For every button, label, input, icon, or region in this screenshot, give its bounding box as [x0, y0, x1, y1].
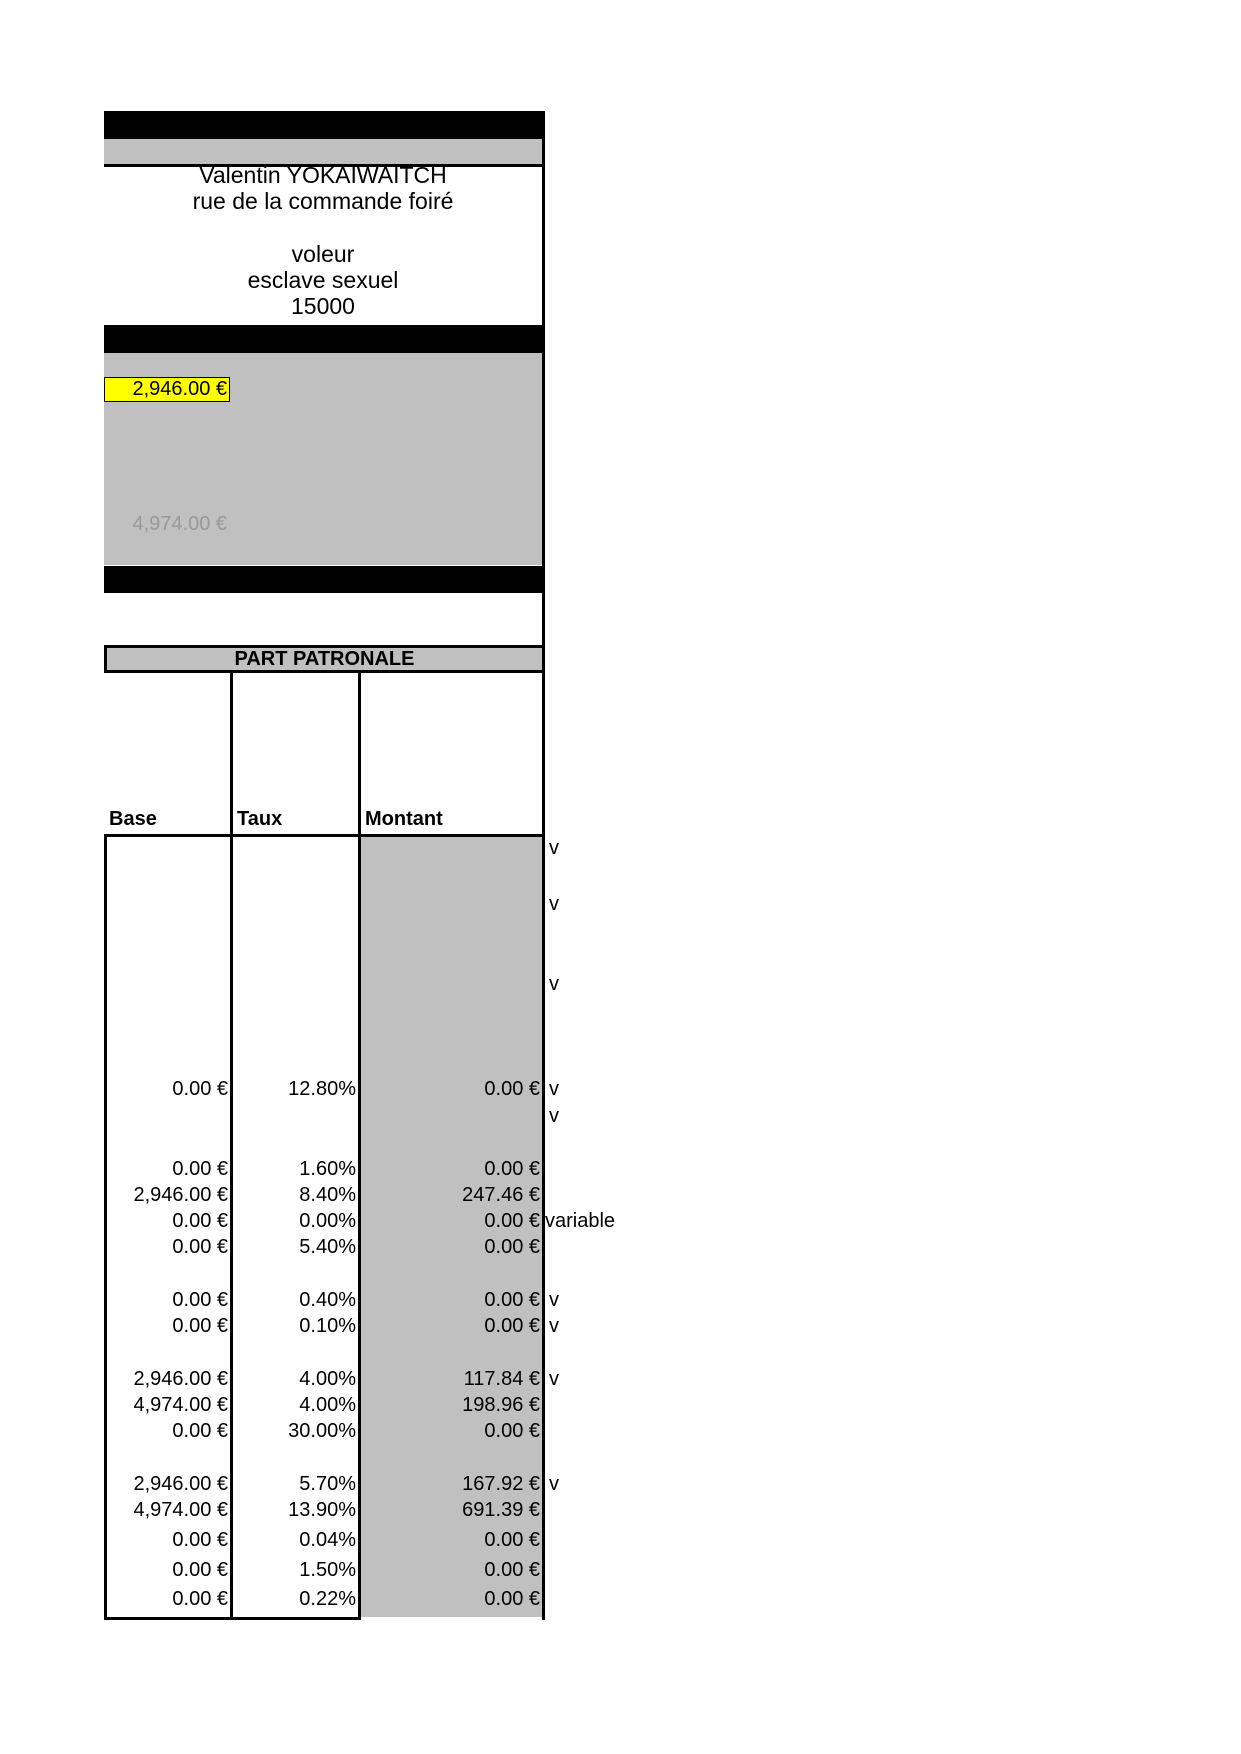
- montant-cell: 0.00 €: [484, 1315, 540, 1337]
- montant-cell: 247.46 €: [462, 1184, 540, 1206]
- base-cell: 0.00 €: [172, 1420, 228, 1442]
- section-title: PART PATRONALE: [234, 648, 415, 670]
- col-header-border-left: [230, 673, 233, 837]
- montant-cell: 0.00 €: [484, 1289, 540, 1311]
- montant-cell: 167.92 €: [462, 1473, 540, 1495]
- base-cell: 4,974.00 €: [133, 1394, 228, 1416]
- base-cell: 0.00 €: [172, 1588, 228, 1610]
- marker-note: v: [549, 973, 559, 995]
- col-header-border-right: [542, 673, 545, 837]
- note-cell: variable: [545, 1210, 616, 1232]
- note-cell: v: [549, 1078, 559, 1100]
- taux-cell: 0.00%: [299, 1210, 356, 1232]
- note-cell: v: [549, 1368, 559, 1390]
- montant-cell: 0.00 €: [484, 1529, 540, 1551]
- montant-cell: 0.00 €: [484, 1559, 540, 1581]
- black-band-3: [104, 566, 545, 593]
- base-cell: 0.00 €: [172, 1315, 228, 1337]
- taux-cell: 4.00%: [299, 1394, 356, 1416]
- base-cell: 2,946.00 €: [133, 1184, 228, 1206]
- base-cell: 2,946.00 €: [133, 1473, 228, 1495]
- black-band-2: [104, 325, 545, 353]
- base-cell: 0.00 €: [172, 1158, 228, 1180]
- base-cell: 0.00 €: [172, 1559, 228, 1581]
- marker-note: v: [549, 893, 559, 915]
- note-cell: v: [549, 1315, 559, 1337]
- montant-cell: 0.00 €: [484, 1210, 540, 1232]
- taux-cell: 13.90%: [288, 1499, 356, 1521]
- taux-cell: 1.60%: [299, 1158, 356, 1180]
- base-cell: 0.00 €: [172, 1289, 228, 1311]
- table-bottom-border: [104, 1617, 361, 1620]
- montant-cell: 691.39 €: [462, 1499, 540, 1521]
- salary-highlight-value: 2,946.00 €: [132, 378, 227, 400]
- taux-cell: 8.40%: [299, 1184, 356, 1206]
- taux-cell: 12.80%: [288, 1078, 356, 1100]
- col-header-montant: Montant: [365, 808, 443, 830]
- col-header-taux: Taux: [237, 808, 283, 830]
- montant-cell: 0.00 €: [484, 1420, 540, 1442]
- taux-cell: 1.50%: [299, 1559, 356, 1581]
- taux-cell: 0.10%: [299, 1315, 356, 1337]
- top-black-band: [104, 111, 545, 139]
- col-header-base: Base: [109, 808, 157, 830]
- base-cell: 0.00 €: [172, 1529, 228, 1551]
- base-cell: 0.00 €: [172, 1210, 228, 1232]
- base-cell: 0.00 €: [172, 1078, 228, 1100]
- employee-name: Valentin YOKAIWAITCH: [199, 162, 447, 188]
- taux-cell: 0.04%: [299, 1529, 356, 1551]
- taux-cell: 4.00%: [299, 1368, 356, 1390]
- employee-code: 15000: [291, 293, 355, 319]
- taux-cell: 5.70%: [299, 1473, 356, 1495]
- montant-cell: 0.00 €: [484, 1078, 540, 1100]
- note-cell: v: [549, 1289, 559, 1311]
- note-cell: v: [549, 1473, 559, 1495]
- ceiling-faded-value: 4,974.00 €: [132, 513, 227, 535]
- employee-job: voleur: [291, 241, 355, 267]
- base-cell: 0.00 €: [172, 1236, 228, 1258]
- montant-cell: 198.96 €: [462, 1394, 540, 1416]
- montant-cell: 117.84 €: [463, 1368, 540, 1390]
- employee-role: esclave sexuel: [247, 267, 399, 293]
- col-header-border-mid: [358, 673, 361, 837]
- montant-cell: 0.00 €: [484, 1236, 540, 1258]
- base-cell: 2,946.00 €: [133, 1368, 228, 1390]
- base-cell: 4,974.00 €: [133, 1499, 228, 1521]
- montant-cell: 0.00 €: [484, 1588, 540, 1610]
- note-cell: v: [549, 1105, 559, 1127]
- montant-cell: 0.00 €: [484, 1158, 540, 1180]
- marker-note: v: [549, 837, 559, 859]
- taux-cell: 30.00%: [288, 1420, 356, 1442]
- taux-cell: 0.22%: [299, 1588, 356, 1610]
- taux-cell: 0.40%: [299, 1289, 356, 1311]
- employee-address: rue de la commande foiré: [192, 188, 454, 214]
- taux-cell: 5.40%: [299, 1236, 356, 1258]
